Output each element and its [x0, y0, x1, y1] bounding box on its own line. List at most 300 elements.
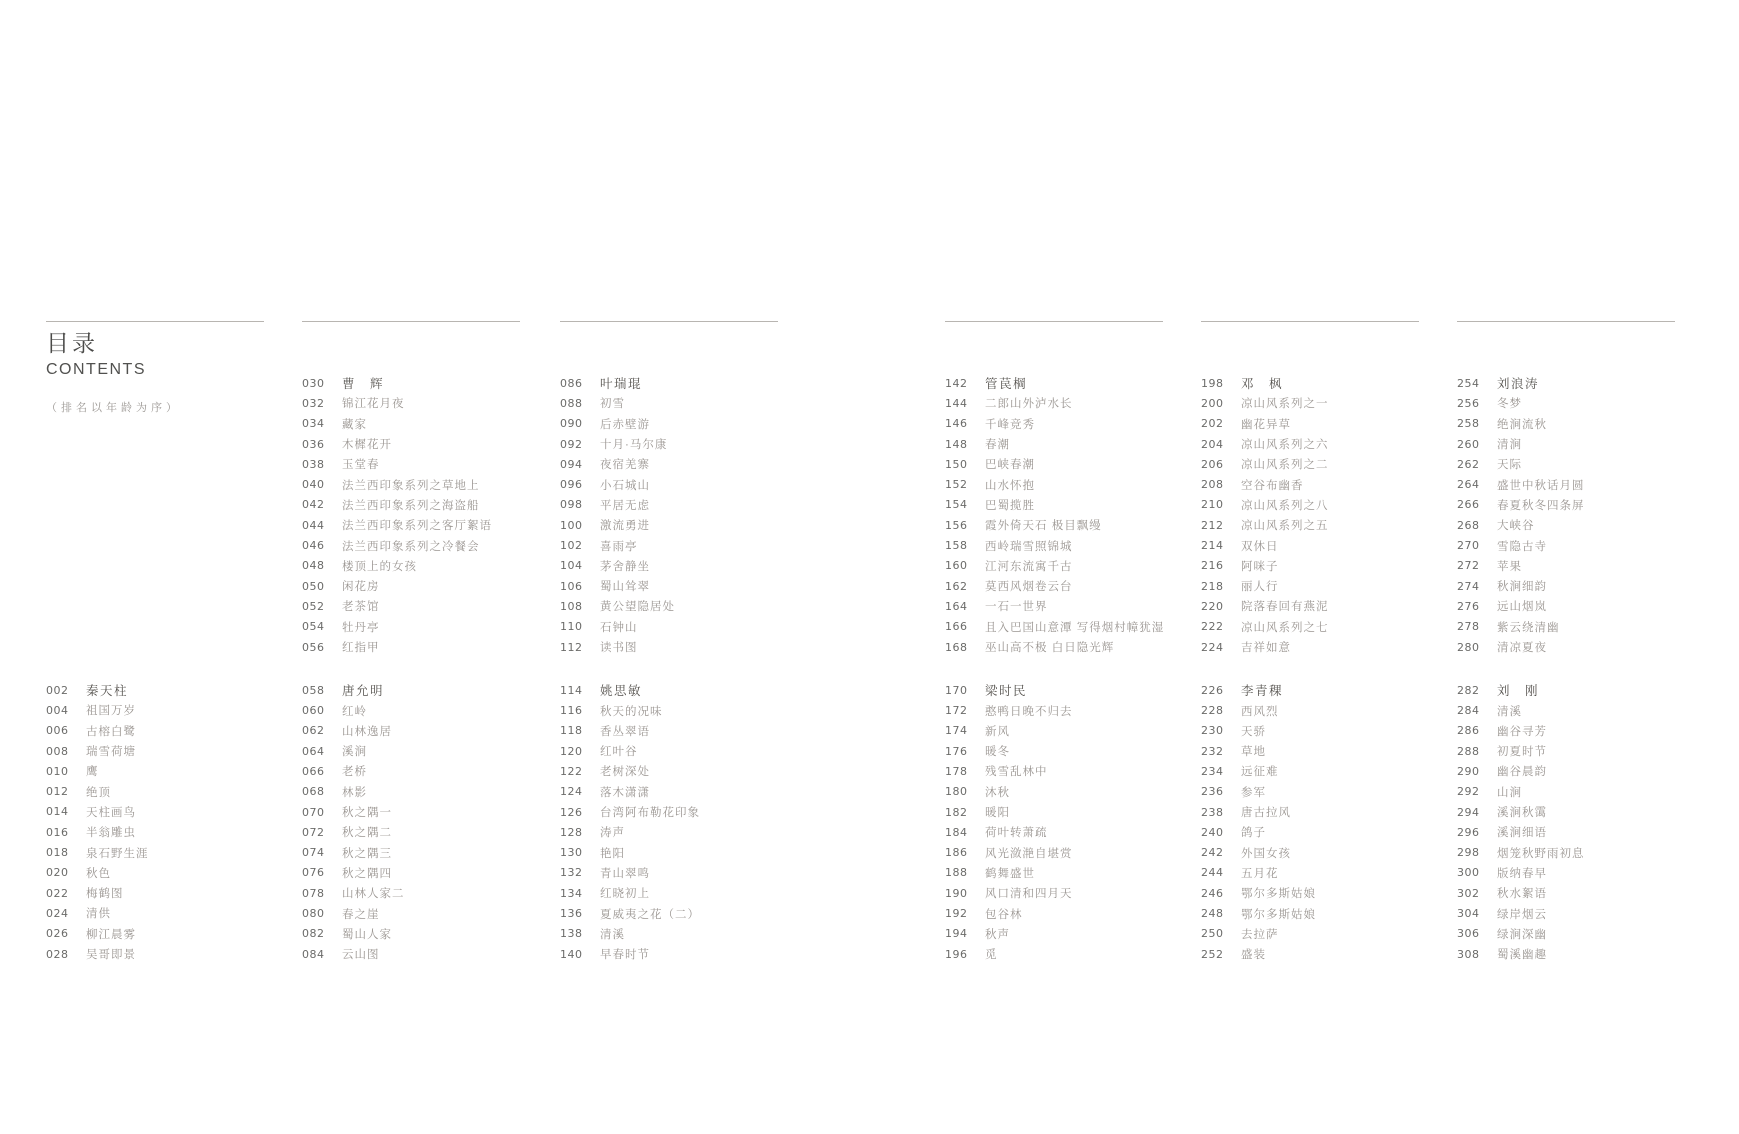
toc-entry-number: 128: [560, 825, 583, 839]
toc-entry-number: 214: [1201, 539, 1224, 553]
toc-entry-number: 170: [945, 683, 968, 697]
toc-entry-title: 藏家: [342, 418, 367, 431]
toc-entry-number: 014: [46, 805, 69, 819]
toc-artist-name: 唐允明: [342, 684, 385, 699]
toc-entry-number: 162: [945, 579, 968, 593]
toc-row: [560, 741, 812, 761]
toc-row: [945, 596, 1197, 616]
toc-entry-number: 096: [560, 478, 583, 492]
toc-entry-title: 五月花: [1241, 867, 1279, 880]
toc-entry-title: 山林人家二: [342, 888, 405, 901]
toc-entry-title: 平居无虑: [600, 499, 650, 512]
toc-entry-title: 半翁雕虫: [86, 827, 136, 840]
toc-entry-number: 008: [46, 744, 69, 758]
toc-row: [945, 617, 1197, 637]
toc-row: [945, 802, 1197, 822]
column-rule: [1457, 321, 1675, 322]
toc-row: [46, 842, 298, 862]
toc-row: [1457, 556, 1709, 576]
toc-row: [560, 700, 812, 720]
toc-row: [560, 556, 812, 576]
toc-entry-title: 初夏时节: [1497, 746, 1547, 759]
toc-entry-title: 早春时节: [600, 949, 650, 962]
toc-entry-number: 094: [560, 457, 583, 471]
toc-row: [302, 617, 554, 637]
toc-entry-title: 台湾阿布勒花印象: [600, 807, 700, 820]
toc-row: [1201, 700, 1453, 720]
toc-entry-number: 028: [46, 947, 69, 961]
toc-row: [945, 454, 1197, 474]
toc-entry-number: 062: [302, 724, 325, 738]
toc-entry-title: 梅鹤图: [86, 888, 124, 901]
toc-row: [302, 515, 554, 535]
toc-entry-title: 绝顶: [86, 786, 111, 799]
toc-entry-title: 老树深处: [600, 766, 650, 779]
toc-artist-row: [1457, 680, 1709, 700]
toc-entry-number: 038: [302, 457, 325, 471]
toc-entry-number: 194: [945, 927, 968, 941]
toc-row: [560, 802, 812, 822]
toc-row: [46, 761, 298, 781]
toc-entry-number: 264: [1457, 478, 1480, 492]
toc-entry-title: 泉石野生涯: [86, 847, 149, 860]
toc-row: [302, 761, 554, 781]
toc-row: [560, 535, 812, 555]
toc-entry-title: 溪涧: [342, 746, 367, 759]
toc-row: [46, 883, 298, 903]
toc-entry-number: 126: [560, 805, 583, 819]
toc-row: [945, 474, 1197, 494]
toc-entry-title: 且入巴国山意潭 写得烟村幛犹湿: [985, 621, 1165, 634]
toc-entry-number: 208: [1201, 478, 1224, 492]
toc-entry-number: 302: [1457, 886, 1480, 900]
toc-section: [1201, 373, 1453, 657]
toc-entry-number: 206: [1201, 457, 1224, 471]
toc-entry-title: 夜宿羌寨: [600, 459, 650, 472]
toc-entry-number: 092: [560, 437, 583, 451]
toc-entry-title: 凉山风系列之六: [1241, 439, 1329, 452]
toc-row: [945, 843, 1197, 863]
toc-entry-title: 鹤舞盛世: [985, 867, 1035, 880]
toc-entry-number: 288: [1457, 744, 1480, 758]
toc-entry-title: 楼顶上的女孩: [342, 560, 417, 573]
toc-entry-title: 鹰: [86, 766, 99, 779]
toc-entry-title: 春夏秋冬四条屏: [1497, 499, 1585, 512]
toc-entry-number: 036: [302, 437, 325, 451]
toc-entry-title: 秋水絮语: [1497, 888, 1547, 901]
toc-entry-title: 幽谷晨韵: [1497, 766, 1547, 779]
toc-entry-number: 124: [560, 785, 583, 799]
page-title-en: CONTENTS: [46, 361, 146, 379]
toc-row: [560, 576, 812, 596]
column-rule: [1201, 321, 1419, 322]
toc-entry-number: 138: [560, 927, 583, 941]
toc-row: [1457, 414, 1709, 434]
toc-entry-title: 参军: [1241, 786, 1266, 799]
toc-entry-title: 双休日: [1241, 540, 1279, 553]
toc-entry-title: 清供: [86, 908, 111, 921]
toc-entry-number: 002: [46, 683, 69, 697]
toc-section: [46, 680, 298, 964]
toc-row: [560, 414, 812, 434]
toc-artist-name: 叶瑞琨: [600, 377, 643, 392]
toc-row: [46, 822, 298, 842]
toc-row: [945, 903, 1197, 923]
toc-entry-title: 巴峡春潮: [985, 459, 1035, 472]
toc-row: [302, 782, 554, 802]
toc-entry-title: 一石一世界: [985, 601, 1048, 614]
toc-entry-title: 空谷布幽香: [1241, 479, 1304, 492]
toc-entry-number: 134: [560, 886, 583, 900]
toc-entry-title: 外国女孩: [1241, 847, 1291, 860]
toc-entry-number: 012: [46, 785, 69, 799]
toc-row: [1457, 843, 1709, 863]
toc-entry-title: 溪涧细语: [1497, 827, 1547, 840]
toc-entry-title: 牡丹亭: [342, 621, 380, 634]
toc-row: [1457, 782, 1709, 802]
toc-entry-number: 304: [1457, 907, 1480, 921]
toc-entry-title: 莫西风烟卷云台: [985, 581, 1073, 594]
toc-entry-number: 282: [1457, 683, 1480, 697]
toc-row: [945, 700, 1197, 720]
toc-row: [302, 863, 554, 883]
toc-row: [46, 700, 298, 720]
toc-entry-number: 030: [302, 376, 325, 390]
toc-entry-title: 清凉夏夜: [1497, 642, 1547, 654]
toc-row: [302, 535, 554, 555]
toc-entry-title: 小石城山: [600, 479, 650, 492]
toc-entry-number: 056: [302, 640, 325, 654]
toc-entry-title: 古榕白鹭: [86, 725, 136, 738]
column-rule: [302, 321, 520, 322]
toc-entry-number: 034: [302, 417, 325, 431]
toc-entry-number: 248: [1201, 907, 1224, 921]
toc-entry-number: 232: [1201, 744, 1224, 758]
toc-entry-title: 法兰西印象系列之草地上: [342, 479, 480, 492]
toc-artist-row: [302, 680, 554, 700]
toc-entry-number: 146: [945, 417, 968, 431]
toc-row: [1201, 782, 1453, 802]
toc-row: [302, 454, 554, 474]
toc-row: [46, 781, 298, 801]
toc-entry-number: 106: [560, 579, 583, 593]
toc-entry-number: 072: [302, 825, 325, 839]
toc-entry-title: 喜雨亭: [600, 540, 638, 553]
toc-row: [560, 822, 812, 842]
toc-row: [1201, 474, 1453, 494]
toc-entry-title: 天柱画鸟: [86, 806, 136, 819]
toc-entry-title: 远山烟岚: [1497, 601, 1547, 614]
toc-entry-title: 院落春回有燕泥: [1241, 601, 1329, 614]
toc-entry-title: 山涧: [1497, 786, 1522, 799]
toc-entry-title: 木樨花开: [342, 439, 392, 452]
toc-entry-number: 122: [560, 764, 583, 778]
toc-entry-title: 荷叶转萧疏: [985, 827, 1048, 840]
toc-row: [945, 721, 1197, 741]
toc-entry-number: 010: [46, 764, 69, 778]
toc-row: [1457, 617, 1709, 637]
toc-entry-number: 086: [560, 376, 583, 390]
toc-entry-number: 156: [945, 518, 968, 532]
toc-entry-number: 090: [560, 417, 583, 431]
toc-row: [560, 863, 812, 883]
toc-row: [1201, 863, 1453, 883]
toc-artist-name: 管苠棡: [985, 377, 1028, 392]
toc-artist-name: 刘 刚: [1497, 684, 1540, 699]
toc-entry-title: 红岭: [342, 705, 367, 718]
toc-entry-number: 254: [1457, 376, 1480, 390]
toc-row: [1201, 414, 1453, 434]
toc-row: [1201, 454, 1453, 474]
toc-entry-number: 078: [302, 886, 325, 900]
toc-entry-number: 196: [945, 947, 968, 961]
toc-row: [1201, 883, 1453, 903]
toc-entry-title: 玉堂春: [342, 459, 380, 472]
toc-entry-title: 凉山风系列之八: [1241, 499, 1329, 512]
toc-entry-title: 瑞雪荷塘: [86, 746, 136, 759]
toc-row: [46, 863, 298, 883]
toc-entry-number: 306: [1457, 927, 1480, 941]
toc-entry-title: 霞外倚天石 极目飘缦: [985, 520, 1102, 533]
toc-entry-number: 020: [46, 866, 69, 880]
toc-row: [302, 903, 554, 923]
ordering-note: （排名以年龄为序）: [46, 402, 181, 414]
toc-entry-title: 涛声: [600, 827, 625, 840]
toc-row: [945, 515, 1197, 535]
toc-artist-row: [1201, 680, 1453, 700]
toc-entry-title: 版纳春早: [1497, 867, 1547, 880]
toc-entry-title: 蜀山耸翠: [600, 581, 650, 594]
toc-artist-row: [945, 373, 1197, 393]
toc-entry-number: 246: [1201, 886, 1224, 900]
toc-entry-number: 286: [1457, 724, 1480, 738]
toc-row: [1201, 556, 1453, 576]
toc-entry-title: 溪涧秋霭: [1497, 807, 1547, 820]
toc-entry-number: 164: [945, 599, 968, 613]
toc-entry-title: 唐古拉风: [1241, 807, 1291, 820]
toc-section: [560, 373, 812, 657]
toc-entry-title: 巴蜀揽胜: [985, 499, 1035, 512]
toc-row: [560, 596, 812, 616]
toc-entry-title: 苹果: [1497, 560, 1522, 573]
toc-row: [302, 843, 554, 863]
toc-artist-row: [945, 680, 1197, 700]
toc-entry-title: 蜀溪幽趣: [1497, 949, 1547, 962]
toc-artist-row: [302, 373, 554, 393]
toc-artist-name: 梁时民: [985, 684, 1028, 699]
toc-row: [46, 924, 298, 944]
toc-entry-number: 052: [302, 599, 325, 613]
toc-section: [560, 680, 812, 964]
toc-entry-number: 016: [46, 825, 69, 839]
toc-entry-title: 新风: [985, 725, 1010, 738]
toc-row: [1201, 741, 1453, 761]
toc-entry-title: 残雪乱林中: [985, 766, 1048, 779]
toc-entry-title: 绿涧深幽: [1497, 928, 1547, 941]
toc-entry-title: 清溪: [1497, 705, 1522, 718]
toc-entry-title: 山林逸居: [342, 725, 392, 738]
toc-entry-title: 绿岸烟云: [1497, 908, 1547, 921]
toc-row: [46, 802, 298, 822]
toc-entry-number: 100: [560, 518, 583, 532]
toc-entry-title: 觅: [985, 949, 998, 962]
toc-entry-number: 074: [302, 846, 325, 860]
toc-entry-title: 蜀山人家: [342, 928, 392, 941]
toc-entry-number: 234: [1201, 764, 1224, 778]
toc-row: [1201, 535, 1453, 555]
toc-entry-title: 包谷林: [985, 908, 1023, 921]
toc-entry-title: 清溪: [600, 928, 625, 941]
toc-entry-title: 憨鸭日晚不归去: [985, 705, 1073, 718]
toc-row: [1457, 924, 1709, 944]
toc-column-2: [302, 373, 554, 964]
toc-entry-title: 绝涧流秋: [1497, 418, 1547, 431]
toc-entry-number: 006: [46, 724, 69, 738]
toc-entry-title: 夏威夷之花（二）: [600, 908, 700, 921]
toc-entry-number: 188: [945, 866, 968, 880]
toc-entry-title: 凉山风系列之一: [1241, 398, 1329, 411]
toc-entry-title: 暖阳: [985, 807, 1010, 820]
toc-entry-title: 暖冬: [985, 746, 1010, 759]
toc-entry-number: 132: [560, 866, 583, 880]
toc-row: [945, 944, 1197, 964]
toc-row: [302, 924, 554, 944]
toc-artist-row: [1457, 373, 1709, 393]
toc-row: [945, 782, 1197, 802]
toc-entry-title: 秋声: [985, 928, 1010, 941]
toc-entry-number: 270: [1457, 539, 1480, 553]
toc-entry-title: 红晓初上: [600, 888, 650, 901]
toc-row: [1201, 761, 1453, 781]
toc-section: [945, 373, 1197, 657]
toc-row: [560, 782, 812, 802]
toc-row: [302, 556, 554, 576]
toc-entry-number: 226: [1201, 683, 1224, 697]
toc-row: [945, 535, 1197, 555]
toc-entry-number: 190: [945, 886, 968, 900]
toc-entry-title: 柳江晨雾: [86, 928, 136, 941]
toc-entry-title: 春潮: [985, 439, 1010, 452]
toc-row: [302, 414, 554, 434]
toc-entry-title: 风口清和四月天: [985, 888, 1073, 901]
toc-entry-title: 读书图: [600, 642, 638, 654]
toc-entry-number: 102: [560, 539, 583, 553]
toc-entry-number: 258: [1457, 417, 1480, 431]
toc-entry-number: 066: [302, 764, 325, 778]
toc-entry-number: 040: [302, 478, 325, 492]
toc-entry-title: 巫山高不极 白日隐光辉: [985, 642, 1115, 654]
toc-row: [1457, 434, 1709, 454]
toc-entry-number: 024: [46, 906, 69, 920]
toc-entry-number: 114: [560, 683, 583, 697]
toc-entry-number: 116: [560, 704, 583, 718]
toc-row: [302, 883, 554, 903]
toc-entry-number: 064: [302, 744, 325, 758]
toc-row: [46, 741, 298, 761]
toc-entry-number: 120: [560, 744, 583, 758]
toc-artist-row: [1201, 373, 1453, 393]
toc-entry-title: 阿咪子: [1241, 560, 1279, 573]
toc-entry-number: 168: [945, 640, 968, 654]
toc-row: [1201, 924, 1453, 944]
toc-row: [1201, 843, 1453, 863]
toc-entry-title: 老茶馆: [342, 601, 380, 614]
toc-column-5: [1201, 373, 1453, 964]
toc-artist-name: 邓 枫: [1241, 377, 1284, 392]
toc-row: [302, 802, 554, 822]
toc-artist-name: 曹 辉: [342, 377, 385, 392]
toc-entry-number: 054: [302, 620, 325, 634]
toc-entry-number: 084: [302, 947, 325, 961]
toc-entry-title: 凉山风系列之五: [1241, 520, 1329, 533]
toc-entry-title: 山水怀抱: [985, 479, 1035, 492]
toc-row: [1201, 721, 1453, 741]
toc-entry-number: 224: [1201, 640, 1224, 654]
column-rule: [945, 321, 1163, 322]
toc-row: [560, 843, 812, 863]
toc-entry-number: 242: [1201, 846, 1224, 860]
toc-entry-title: 秋色: [86, 867, 111, 880]
toc-entry-title: 千峰竞秀: [985, 418, 1035, 431]
toc-entry-number: 296: [1457, 825, 1480, 839]
toc-entry-number: 042: [302, 498, 325, 512]
toc-entry-number: 148: [945, 437, 968, 451]
toc-entry-number: 210: [1201, 498, 1224, 512]
toc-entry-number: 154: [945, 498, 968, 512]
toc-entry-number: 018: [46, 846, 69, 860]
toc-row: [1201, 495, 1453, 515]
toc-entry-number: 222: [1201, 620, 1224, 634]
page-title-cn: 目录: [46, 330, 98, 356]
toc-row: [945, 741, 1197, 761]
toc-entry-number: 142: [945, 376, 968, 390]
toc-entry-title: 丽人行: [1241, 581, 1279, 594]
toc-entry-number: 178: [945, 764, 968, 778]
toc-entry-title: 激流勇进: [600, 520, 650, 533]
toc-entry-number: 150: [945, 457, 968, 471]
toc-entry-number: 098: [560, 498, 583, 512]
toc-entry-title: 祖国万岁: [86, 705, 136, 718]
toc-row: [302, 495, 554, 515]
toc-entry-number: 308: [1457, 947, 1480, 961]
toc-row: [1201, 637, 1453, 657]
toc-entry-title: 红指甲: [342, 642, 380, 654]
toc-row: [945, 863, 1197, 883]
toc-entry-title: 云山图: [342, 949, 380, 962]
toc-row: [46, 903, 298, 923]
toc-entry-number: 174: [945, 724, 968, 738]
toc-entry-number: 112: [560, 640, 583, 654]
toc-entry-title: 幽花异草: [1241, 418, 1291, 431]
toc-row: [560, 883, 812, 903]
toc-entry-title: 秋之隅一: [342, 807, 392, 820]
toc-row: [945, 414, 1197, 434]
toc-row: [1457, 576, 1709, 596]
column-rule: [560, 321, 778, 322]
toc-entry-number: 200: [1201, 396, 1224, 410]
toc-row: [1457, 822, 1709, 842]
toc-row: [1201, 903, 1453, 923]
toc-entry-title: 大峡谷: [1497, 520, 1535, 533]
toc-entry-title: 二郎山外泸水长: [985, 398, 1073, 411]
toc-entry-number: 080: [302, 907, 325, 921]
toc-artist-name: 秦天柱: [86, 684, 129, 699]
toc-entry-title: 鄂尔多斯姑娘: [1241, 888, 1316, 901]
toc-artist-row: [560, 680, 812, 700]
toc-entry-title: 黄公望隐居处: [600, 601, 675, 614]
toc-entry-number: 268: [1457, 518, 1480, 532]
toc-entry-title: 闲花房: [342, 581, 380, 594]
